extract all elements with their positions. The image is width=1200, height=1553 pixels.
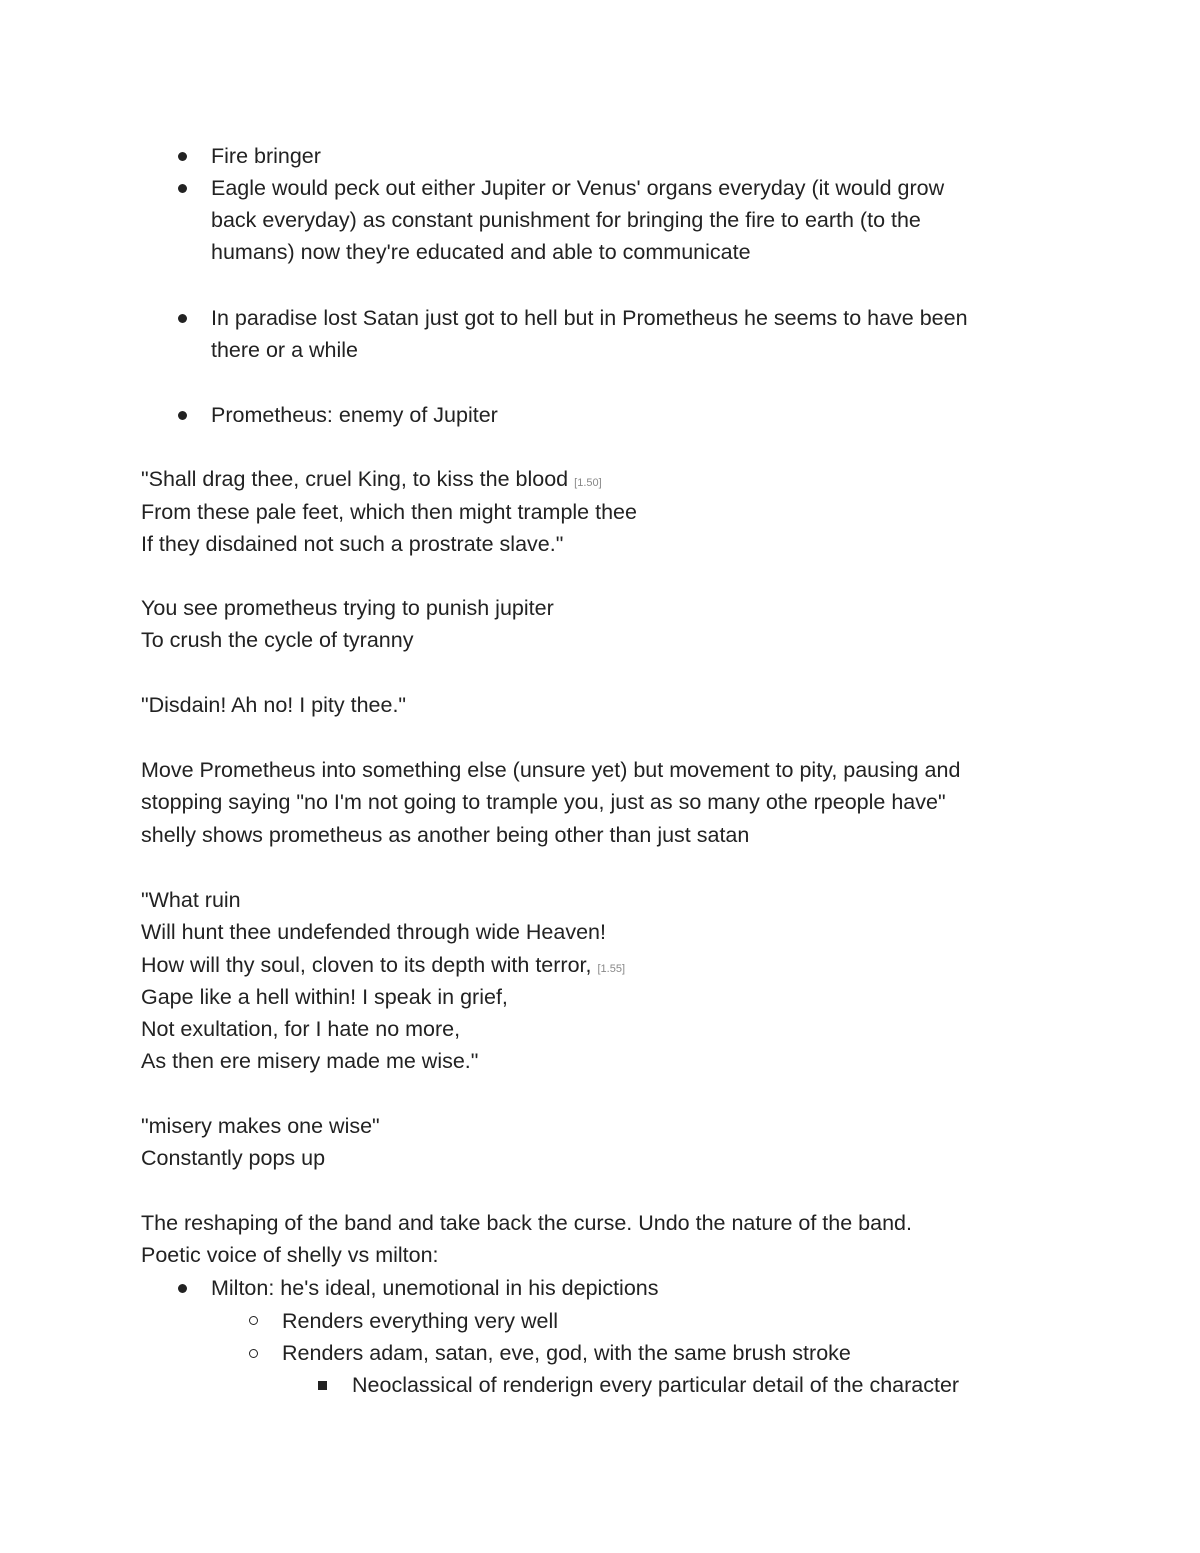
- paragraph-3-line-2: Constantly pops up: [141, 1146, 326, 1170]
- quote-1-line-2: From these pale feet, which then might trample thee: [141, 500, 637, 524]
- paragraph-4-line-1: The reshaping of the band and take back the curse. Undo the nature of the band.: [141, 1211, 912, 1235]
- bullet-item-enemy: Prometheus: enemy of Jupiter: [211, 403, 498, 427]
- line-reference: [1.50]: [574, 477, 602, 489]
- paragraph-3-line-1: "misery makes one wise": [141, 1114, 380, 1138]
- bullet-dot: [178, 152, 187, 161]
- quote-3-line-5: Not exultation, for I hate no more,: [141, 1017, 461, 1041]
- quote-1-text: "Shall drag thee, cruel King, to kiss the blood: [141, 467, 569, 491]
- paragraph-2-line-1: Move Prometheus into something else (unsure yet) but movement to pity, pausing and: [141, 758, 961, 782]
- bullet-dot: [178, 184, 187, 193]
- sub-bullet-brush-stroke: Renders adam, satan, eve, god, with the same brush stroke: [282, 1341, 851, 1365]
- quote-3-line-1: "What ruin: [141, 888, 241, 912]
- quote-3-line-2: Will hunt thee undefended through wide Heaven!: [141, 920, 606, 944]
- bullet-dot: [178, 411, 187, 420]
- bullet-item-paradise-line-2: there or a while: [211, 338, 358, 362]
- hollow-bullet: [249, 1349, 258, 1358]
- bullet-item-milton: Milton: he's ideal, unemotional in his depictions: [211, 1276, 659, 1300]
- quote-1-line-1: [141, 463, 602, 495]
- bullet-dot: [178, 314, 187, 323]
- sub-bullet-renders-well: Renders everything very well: [282, 1309, 559, 1333]
- quote-3-line-4: Gape like a hell within! I speak in grief,: [141, 985, 508, 1009]
- bullet-dot: [178, 1284, 187, 1293]
- square-bullet: [318, 1381, 327, 1390]
- paragraph-1-line-2: To crush the cycle of tyranny: [141, 628, 414, 652]
- paragraph-2-line-2: stopping saying "no I'm not going to trample you, just as so many othe rpeople have": [141, 790, 946, 814]
- hollow-bullet: [249, 1316, 258, 1325]
- bullet-item-eagle-line-2: back everyday) as constant punishment for bringing the fire to earth (to the: [211, 208, 921, 232]
- paragraph-4-line-2: Poetic voice of shelly vs milton:: [141, 1243, 439, 1267]
- quote-3-line-6: As then ere misery made me wise.": [141, 1049, 479, 1073]
- line-reference: [1.55]: [597, 963, 626, 975]
- quote-3-line-3: [141, 949, 625, 981]
- bullet-item-fire-bringer: Fire bringer: [211, 144, 321, 168]
- bullet-item-eagle-line-3: humans) now they're educated and able to communicate: [211, 240, 751, 264]
- bullet-item-eagle-line-1: Eagle would peck out either Jupiter or Venus' organs everyday (it would grow: [211, 176, 945, 200]
- bullet-item-paradise-line-1: In paradise lost Satan just got to hell but in Prometheus he seems to have been: [211, 306, 968, 330]
- quote-3-text: How will thy soul, cloven to its depth with terror,: [141, 953, 592, 977]
- paragraph-2-line-3: shelly shows prometheus as another being other than just satan: [141, 823, 750, 847]
- quote-2: "Disdain! Ah no! I pity thee.": [141, 693, 407, 717]
- quote-1-line-3: If they disdained not such a prostrate slave.": [141, 532, 564, 556]
- sub-sub-bullet-neoclassical: Neoclassical of renderign every particular detail of the character: [352, 1373, 960, 1397]
- paragraph-1-line-1: You see prometheus trying to punish jupiter: [141, 596, 554, 620]
